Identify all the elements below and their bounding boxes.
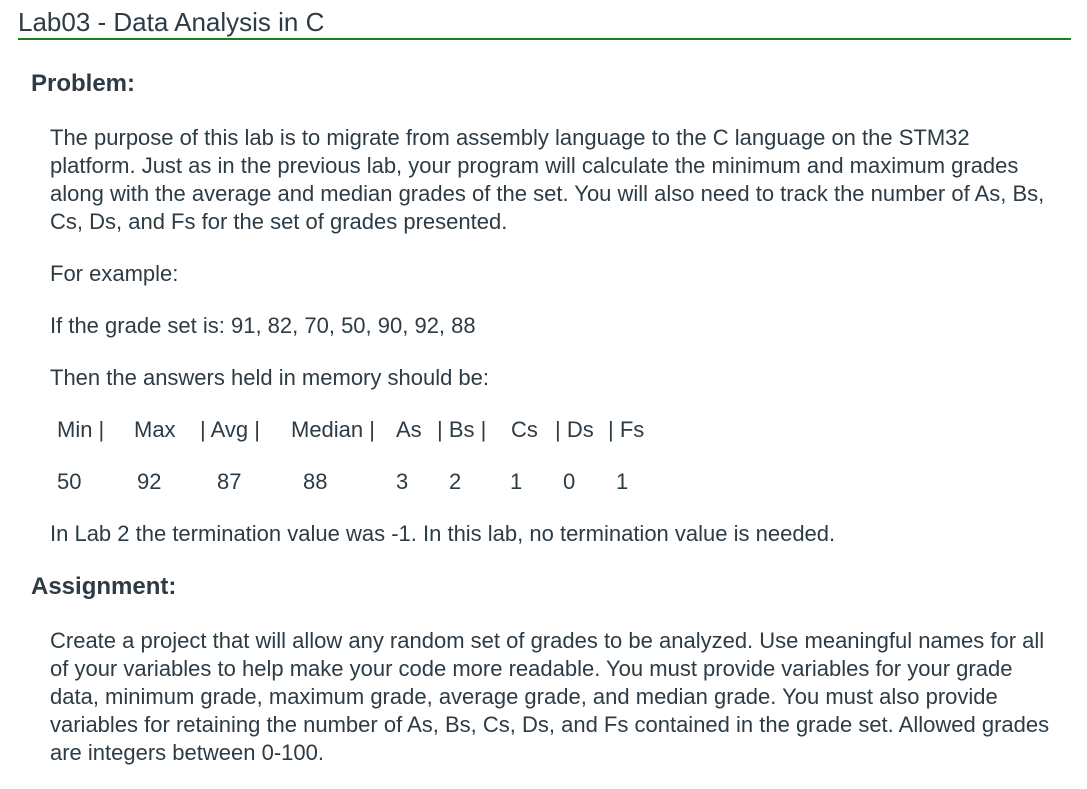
header-fs: | Fs — [608, 417, 645, 442]
page-title: Lab03 - Data Analysis in C — [18, 6, 1071, 40]
value-bs: 2 — [449, 469, 462, 494]
termination-note-text: In Lab 2 the termination value was -1. In this lab, no termination value is needed. — [50, 521, 836, 546]
problem-heading: Problem: — [31, 70, 136, 97]
header-cs: Cs — [511, 417, 538, 442]
for-example-text: For example: — [50, 261, 179, 286]
assignment-heading: Assignment: — [31, 573, 177, 600]
value-median: 88 — [303, 469, 328, 494]
value-avg: 87 — [217, 469, 242, 494]
assignment-body-paragraph: Create a project that will allow any random set of grades to be analyzed. Use meaningful names for all of your variables to help make your code more readable. You must provide variables for your grade data, minimum grade, maximum grade, average grade, and median grade. You must also provide variables for retaining the number of As, Bs, Cs, Ds, and Fs contained in the grade set. Allowed grades are integers between 0-100. — [50, 628, 1050, 765]
problem-intro-paragraph: The purpose of this lab is to migrate from assembly language to the C language on the STM32 platform. Just as in the previous lab, your program will calculate the minimum and maximum grades along with the average and median grades of the set. You will also need to track the number of As, Bs, Cs, Ds, and Fs for the set of grades presented. — [50, 125, 1045, 234]
header-bs: | Bs | — [437, 417, 487, 442]
value-as: 3 — [396, 469, 409, 494]
value-fs: 1 — [616, 469, 629, 494]
value-ds: 0 — [563, 469, 576, 494]
header-median: Median | — [291, 417, 375, 442]
header-ds: | Ds — [555, 417, 594, 442]
value-max: 92 — [137, 469, 162, 494]
header-max: Max — [134, 417, 176, 442]
grade-set-text: If the grade set is: 91, 82, 70, 50, 90, 92, 88 — [50, 313, 476, 338]
header-min: Min | — [57, 417, 105, 442]
header-avg: | Avg | — [200, 417, 260, 442]
value-min: 50 — [57, 469, 82, 494]
value-cs: 1 — [510, 469, 523, 494]
answers-intro-text: Then the answers held in memory should be: — [50, 365, 490, 390]
header-as: As — [396, 417, 422, 442]
